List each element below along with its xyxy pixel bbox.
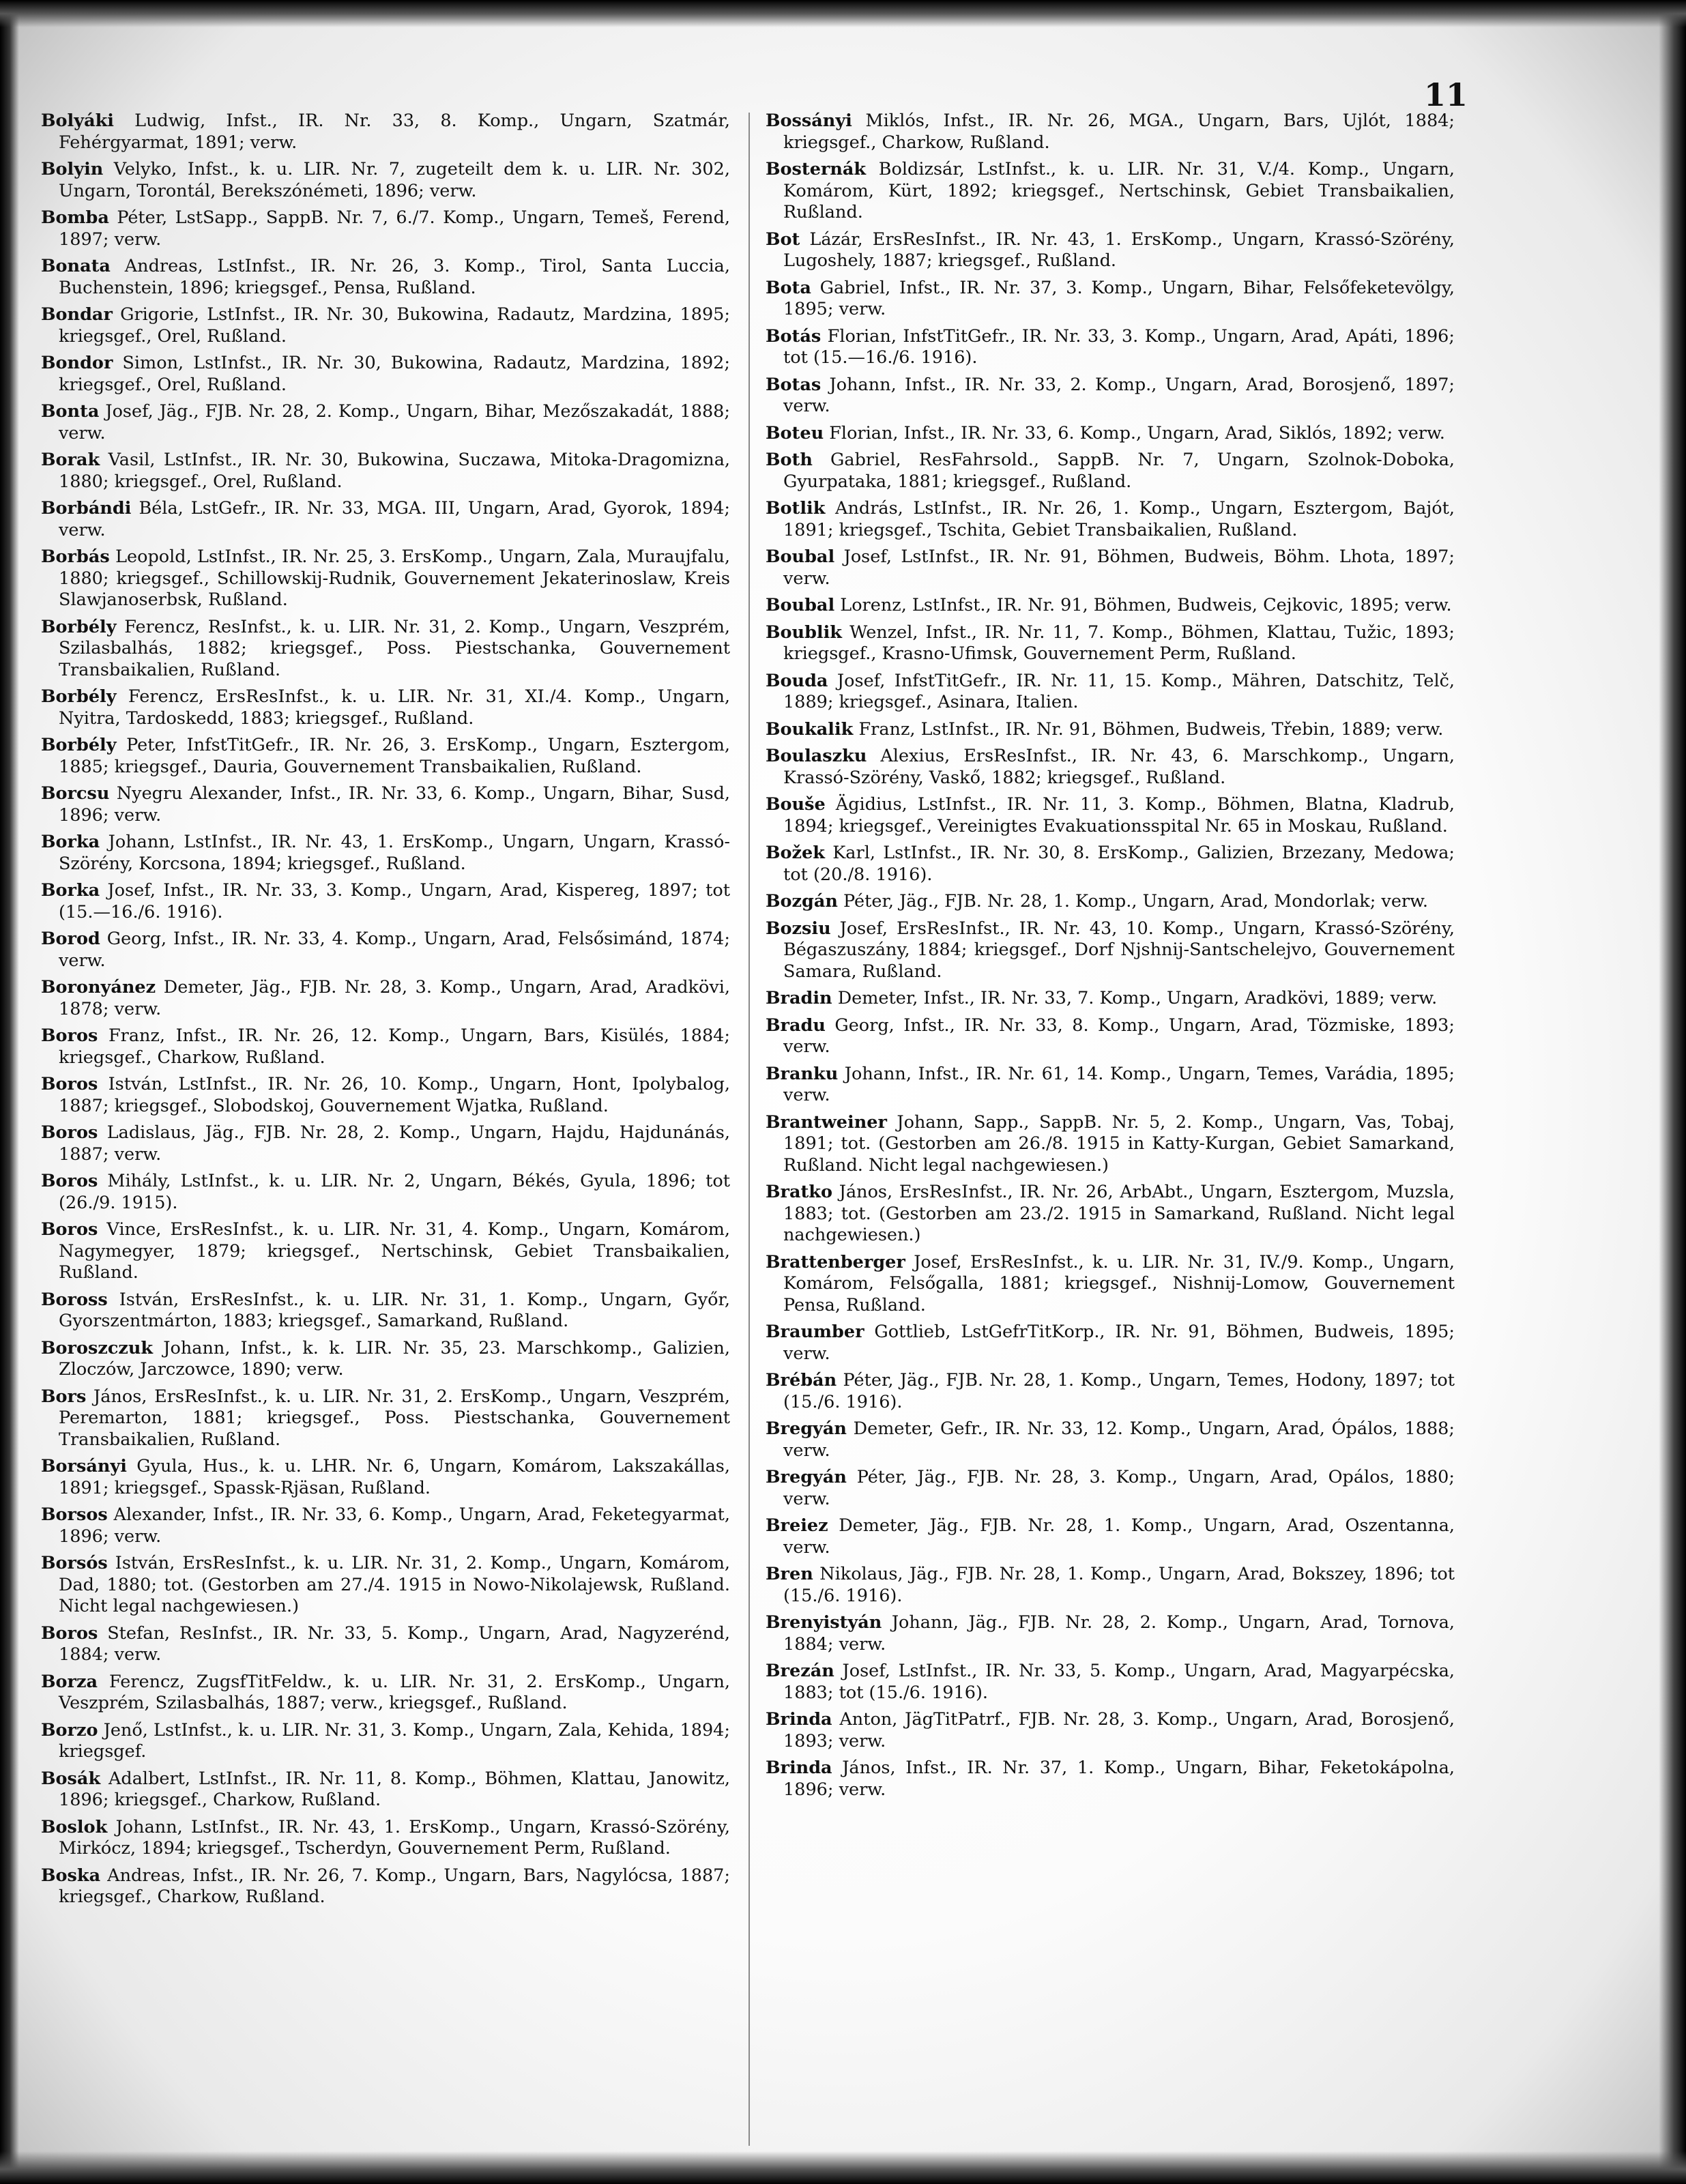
entry-surname: Bonata: [41, 256, 111, 276]
list-entry: [766, 326, 1455, 369]
entry-surname: Borcsu: [41, 783, 110, 804]
entry-surname: Brinda: [766, 1758, 832, 1778]
entry-details: János, ErsResInfst., k. u. LIR. Nr. 31, 2. ErsKomp., Ungarn, Veszprém, Peremarton, 1881; kriegsgef., Poss. Piestschanka, Gouvernement Transbaikalien, Rußland.: [59, 1386, 730, 1450]
entry-surname: Bors: [41, 1386, 87, 1407]
list-entry: [766, 1564, 1455, 1607]
entry-details: Johann, Jäg., FJB. Nr. 28, 2. Komp., Ungarn, Arad, Tornova, 1884; verw.: [783, 1612, 1455, 1655]
entry-surname: Bolyin: [41, 159, 104, 179]
list-entry: [766, 918, 1455, 983]
entry-surname: Bouda: [766, 670, 828, 691]
entry-details: Alexander, Infst., IR. Nr. 33, 6. Komp., Ungarn, Arad, Feketegyarmat, 1896; verw.: [59, 1504, 730, 1547]
list-entry: [41, 617, 730, 682]
entry-details: Gyula, Hus., k. u. LHR. Nr. 6, Ungarn, Komárom, Lakszakállas, 1891; kriegsgef., Spassk-Rjäsan, Rußland.: [59, 1456, 730, 1498]
list-entry: [766, 1182, 1455, 1247]
entry-surname: Bonta: [41, 401, 100, 422]
entry-details: Péter, Jäg., FJB. Nr. 28, 1. Komp., Ungarn, Arad, Mondorlak; verw.: [843, 891, 1429, 912]
list-entry: [41, 1817, 730, 1860]
entry-surname: Boteu: [766, 422, 824, 443]
entry-surname: Boros: [41, 1074, 98, 1094]
entry-details: Johann, Infst., IR. Nr. 61, 14. Komp., Ungarn, Temes, Varádia, 1895; verw.: [783, 1063, 1455, 1105]
entry-details: Ludwig, Infst., IR. Nr. 33, 8. Komp., Ungarn, Szatmár, Fehérgyarmat, 1891; verw.: [59, 111, 731, 153]
entry-details: Jenő, LstInfst., k. u. LIR. Nr. 31, 3. Komp., Ungarn, Zala, Kehida, 1894; kriegsgef.: [59, 1719, 730, 1762]
entry-details: Mihály, LstInfst., k. u. LIR. Nr. 2, Ungarn, Békés, Gyula, 1896; tot (26./9. 1915).: [59, 1171, 731, 1213]
entry-details: Johann, Sapp., SappB. Nr. 5, 2. Komp., Ungarn, Vas, Tobaj, 1891; tot. (Gestorben am 26./8. 1915 in Katty-Kurgan, Gebiet Samarkand, Rußland. Nicht legal nachgewiesen.): [783, 1111, 1455, 1176]
entry-surname: Boubal: [766, 547, 835, 567]
entry-surname: Bota: [766, 277, 811, 298]
entry-surname: Botas: [766, 374, 822, 395]
entry-surname: Bouše: [766, 794, 826, 815]
entry-surname: Borsányi: [41, 1456, 127, 1476]
list-entry: [766, 671, 1455, 714]
list-entry: [41, 1553, 730, 1618]
list-entry: [41, 1171, 730, 1214]
entry-details: Leopold, LstInfst., IR. Nr. 25, 3. ErsKomp., Ungarn, Zala, Muraujfalu, 1880; kriegsgef., Schillowskij-Rudnik, Gouvernement Jekaterinoslaw, Kreis Slawjanoserbsk, Rußland.: [59, 547, 730, 610]
list-entry: [41, 1456, 730, 1499]
entry-details: Nyegru Alexander, Infst., IR. Nr. 33, 6. Komp., Ungarn, Bihar, Susd, 1896; verw.: [59, 783, 730, 826]
list-entry: [41, 1865, 730, 1908]
entry-details: István, ErsResInfst., k. u. LIR. Nr. 31, 2. Komp., Ungarn, Komárom, Dad, 1880; tot. (Gestorben am 27./4. 1915 in Nowo-Nikolajewsk, Rußland. Nicht legal nachgewiesen.): [59, 1553, 730, 1616]
entry-details: János, ErsResInfst., IR. Nr. 26, ArbAbt., Ungarn, Esztergom, Muzsla, 1883; tot. (Gestorben am 23./2. 1915 in Samarkand, Rußland. Nicht legal nachgewiesen.): [783, 1182, 1455, 1245]
entry-surname: Borbély: [41, 735, 117, 755]
entry-surname: Brébán: [766, 1370, 837, 1391]
entry-details: Péter, LstSapp., SappB. Nr. 7, 6./7. Komp., Ungarn, Temeš, Ferend, 1897; verw.: [59, 207, 731, 250]
entry-surname: Breiez: [766, 1515, 828, 1536]
entry-details: András, LstInfst., IR. Nr. 26, 1. Komp., Ungarn, Esztergom, Bajót, 1891; kriegsgef., Tschita, Gebiet Transbaikalien, Rußland.: [783, 498, 1455, 540]
entry-surname: Boros: [41, 1122, 98, 1143]
entry-details: Boldizsár, LstInfst., k. u. LIR. Nr. 31, V./4. Komp., Ungarn, Komárom, Kürt, 1892; kriegsgef., Nertschinsk, Gebiet Transbaikalien, Rußland.: [783, 159, 1455, 222]
list-entry: [766, 1758, 1455, 1801]
entry-details: Josef, Infst., IR. Nr. 33, 3. Komp., Ungarn, Arad, Kispereg, 1897; tot (15.—16./6. 1916).: [59, 880, 730, 922]
entry-surname: Brenyistyán: [766, 1612, 882, 1633]
list-entry: [766, 423, 1455, 445]
entry-details: István, ErsResInfst., k. u. LIR. Nr. 31, 1. Komp., Ungarn, Győr, Gyorszentmárton, 1883; kriegsgef., Samarkand, Rußland.: [59, 1289, 731, 1331]
list-entry: [41, 1338, 730, 1381]
entry-details: Grigorie, LstInfst., IR. Nr. 30, Bukowina, Radautz, Mardzina, 1895; kriegsgef., Orel, Rußland.: [59, 304, 730, 347]
entry-surname: Boronyánez: [41, 977, 156, 998]
entry-details: Lorenz, LstInfst., IR. Nr. 91, Böhmen, Budweis, Cejkovic, 1895; verw.: [840, 595, 1452, 615]
list-entry: [766, 159, 1455, 224]
entry-details: Vasil, LstInfst., IR. Nr. 30, Bukowina, Suczawa, Mitoka-Dragomizna, 1880; kriegsgef., Orel, Rußland.: [59, 450, 730, 492]
entry-details: Florian, InfstTitGefr., IR. Nr. 33, 3. Komp., Ungarn, Arad, Apáti, 1896; tot (15.—16./6. 1916).: [783, 325, 1455, 368]
entry-details: Andreas, Infst., IR. Nr. 26, 7. Komp., Ungarn, Bars, Nagylócsa, 1887; kriegsgef., Charkow, Rußland.: [59, 1865, 730, 1907]
entry-surname: Bregyán: [766, 1418, 847, 1439]
list-entry: [41, 547, 730, 611]
list-entry: [41, 1386, 730, 1451]
entry-surname: Boulaszku: [766, 746, 867, 766]
entry-surname: Bratko: [766, 1182, 832, 1202]
list-entry: [41, 1720, 730, 1763]
list-entry: [41, 111, 730, 154]
entry-surname: Braumber: [766, 1322, 864, 1342]
entry-details: István, LstInfst., IR. Nr. 26, 10. Komp., Ungarn, Hont, Ipolybalog, 1887; kriegsgef., Slobodskoj, Gouvernement Wjatka, Rußland.: [59, 1074, 730, 1116]
entry-surname: Bondor: [41, 353, 113, 373]
entry-surname: Boubal: [766, 595, 835, 615]
list-entry: [41, 929, 730, 972]
list-entry: [766, 595, 1455, 617]
list-entry: [766, 843, 1455, 886]
entry-surname: Boska: [41, 1865, 101, 1886]
list-entry: [41, 783, 730, 826]
entry-surname: Bot: [766, 229, 800, 250]
entry-details: Stefan, ResInfst., IR. Nr. 33, 5. Komp., Ungarn, Arad, Nagyzerénd, 1884; verw.: [59, 1622, 731, 1665]
list-entry: [766, 111, 1455, 154]
entry-details: Alexius, ErsResInfst., IR. Nr. 43, 6. Marschkomp., Ungarn, Krassó-Szörény, Vaskő, 1882; kriegsgef., Rußland.: [783, 746, 1455, 788]
entry-details: Georg, Infst., IR. Nr. 33, 8. Komp., Ungarn, Arad, Tözmiske, 1893; verw.: [783, 1015, 1455, 1057]
entry-details: Péter, Jäg., FJB. Nr. 28, 3. Komp., Ungarn, Arad, Opálos, 1880; verw.: [783, 1467, 1455, 1509]
entry-surname: Bosternák: [766, 159, 867, 179]
entry-surname: Borka: [41, 880, 100, 901]
entry-details: Gottlieb, LstGefrTitKorp., IR. Nr. 91, Böhmen, Budweis, 1895; verw.: [783, 1322, 1455, 1364]
entry-details: Ferencz, ErsResInfst., k. u. LIR. Nr. 31, XI./4. Komp., Ungarn, Nyitra, Tardoskedd, 1883; kriegsgef., Rußland.: [59, 686, 731, 729]
entry-surname: Brattenberger: [766, 1251, 905, 1272]
entry-details: Demeter, Infst., IR. Nr. 33, 7. Komp., Ungarn, Aradkövi, 1889; verw.: [837, 988, 1438, 1008]
list-entry: [766, 1612, 1455, 1655]
list-entry: [766, 891, 1455, 913]
list-entry: [766, 1322, 1455, 1365]
list-entry: [41, 1074, 730, 1117]
entry-details: Josef, LstInfst., IR. Nr. 91, Böhmen, Budweis, Böhm. Lhota, 1897; verw.: [783, 547, 1455, 589]
entry-surname: Boslok: [41, 1816, 108, 1837]
list-entry: [41, 1290, 730, 1333]
list-entry: [766, 375, 1455, 418]
list-entry: [766, 746, 1455, 789]
list-entry: [766, 1661, 1455, 1704]
list-entry: [41, 880, 730, 923]
entry-surname: Borza: [41, 1671, 98, 1692]
list-entry: [41, 304, 730, 347]
entry-details: Ferencz, ZugsfTitFeldw., k. u. LIR. Nr. 31, 2. ErsKomp., Ungarn, Veszprém, Szilasbalhás, 1887; verw., kriegsgef., Rußland.: [59, 1671, 731, 1713]
entry-surname: Bren: [766, 1564, 813, 1584]
entry-details: Péter, Jäg., FJB. Nr. 28, 1. Komp., Ungarn, Temes, Hodony, 1897; tot (15./6. 1916).: [783, 1370, 1455, 1412]
entry-details: Gabriel, ResFahrsold., SappB. Nr. 7, Ungarn, Szolnok-Doboka, Gyurpataka, 1881; kriegsgef., Rußland.: [783, 450, 1455, 492]
entry-surname: Brinda: [766, 1709, 832, 1730]
entry-details: Andreas, LstInfst., IR. Nr. 26, 3. Komp., Tirol, Santa Luccia, Buchenstein, 1896; kriegsgef., Pensa, Rußland.: [59, 256, 730, 298]
entry-surname: Božek: [766, 843, 825, 863]
entry-surname: Borzo: [41, 1719, 98, 1741]
list-entry: [41, 735, 730, 778]
entry-surname: Borbándi: [41, 498, 132, 519]
list-entry: [41, 1672, 730, 1715]
entry-surname: Brezán: [766, 1661, 834, 1681]
entry-details: Anton, JägTitPatrf., FJB. Nr. 28, 3. Komp., Ungarn, Arad, Borosjenő, 1893; verw.: [783, 1709, 1455, 1751]
entry-surname: Bozsiu: [766, 918, 831, 939]
entry-surname: Bradu: [766, 1015, 826, 1036]
entry-surname: Bomba: [41, 207, 109, 228]
entry-details: Gabriel, Infst., IR. Nr. 37, 3. Komp., Ungarn, Bihar, Felsőfeketevölgy, 1895; verw.: [783, 277, 1455, 319]
list-entry: [766, 1418, 1455, 1461]
entry-surname: Borbás: [41, 547, 110, 567]
entry-details: Adalbert, LstInfst., IR. Nr. 11, 8. Komp., Böhmen, Klattau, Janowitz, 1896; kriegsgef., Charkow, Rußland.: [59, 1768, 730, 1810]
entry-details: Johann, Infst., k. k. LIR. Nr. 35, 23. Marschkomp., Galizien, Zloczów, Jarczowce, 1890; verw.: [59, 1337, 730, 1380]
entry-details: Georg, Infst., IR. Nr. 33, 4. Komp., Ungarn, Arad, Felsősimánd, 1874; verw.: [59, 929, 731, 971]
list-entry: [766, 1709, 1455, 1752]
list-entry: [41, 401, 730, 444]
entry-details: Franz, Infst., IR. Nr. 26, 12. Komp., Ungarn, Bars, Kisülés, 1884; kriegsgef., Charkow, Rußland.: [59, 1025, 731, 1068]
entry-surname: Bregyán: [766, 1467, 847, 1487]
list-entry: [41, 1504, 730, 1547]
entry-details: Ladislaus, Jäg., FJB. Nr. 28, 2. Komp., Ungarn, Hajdu, Hajdunánás, 1887; verw.: [59, 1122, 730, 1165]
entry-details: János, Infst., IR. Nr. 37, 1. Komp., Ungarn, Bihar, Feketokápolna, 1896; verw.: [783, 1758, 1455, 1800]
list-entry: [766, 498, 1455, 541]
list-entry: [41, 207, 730, 250]
left-column: [41, 111, 730, 2151]
list-entry: [766, 622, 1455, 665]
entry-surname: Boros: [41, 1622, 98, 1644]
entry-surname: Both: [766, 450, 813, 470]
list-entry: [41, 832, 730, 875]
entry-details: Karl, LstInfst., IR. Nr. 30, 8. ErsKomp., Galizien, Brzezany, Medowa; tot (20./8. 1916).: [783, 843, 1455, 885]
entry-surname: Bozgán: [766, 891, 838, 912]
entry-surname: Borsós: [41, 1553, 108, 1573]
list-entry: [766, 794, 1455, 837]
entry-details: Demeter, Jäg., FJB. Nr. 28, 1. Komp., Ungarn, Arad, Oszentanna, verw.: [783, 1515, 1455, 1558]
entry-surname: Boros: [41, 1219, 98, 1240]
list-entry: [41, 1623, 730, 1666]
entry-details: Josef, Jäg., FJB. Nr. 28, 2. Komp., Ungarn, Bihar, Mezőszakadát, 1888; verw.: [59, 401, 730, 443]
entry-surname: Borbély: [41, 686, 117, 707]
entry-details: Nikolaus, Jäg., FJB. Nr. 28, 1. Komp., Ungarn, Arad, Bokszey, 1896; tot (15./6. 1916).: [783, 1564, 1455, 1606]
scan-edge-right: [1659, 0, 1686, 2184]
right-column: [766, 111, 1455, 2151]
list-entry: [766, 1515, 1455, 1558]
list-entry: [41, 450, 730, 493]
entry-surname: Bosák: [41, 1768, 101, 1789]
entry-surname: Borak: [41, 450, 100, 470]
entry-surname: Boukalik: [766, 718, 854, 740]
list-entry: [766, 1015, 1455, 1058]
entry-details: Florian, Infst., IR. Nr. 33, 6. Komp., Ungarn, Arad, Siklós, 1892; verw.: [829, 422, 1445, 443]
entry-details: Wenzel, Infst., IR. Nr. 11, 7. Komp., Böhmen, Klattau, Tužic, 1893; kriegsgef., Krasno-Ufimsk, Gouvernement Perm, Rußland.: [783, 622, 1455, 664]
list-entry: [41, 1122, 730, 1165]
list-entry: [766, 1112, 1455, 1177]
list-entry: [41, 977, 730, 1020]
page-number: 11: [1423, 76, 1468, 113]
entry-details: Franz, LstInfst., IR. Nr. 91, Böhmen, Budweis, Třebin, 1889; verw.: [858, 718, 1444, 740]
entry-surname: Boroszczuk: [41, 1337, 154, 1358]
entry-details: Johann, LstInfst., IR. Nr. 43, 1. ErsKomp., Ungarn, Krassó-Szörény, Mirkócz, 1894; kriegsgef., Tscherdyn, Gouvernement Perm, Rußland.: [59, 1816, 730, 1859]
entry-surname: Botlik: [766, 498, 826, 519]
entry-details: Simon, LstInfst., IR. Nr. 30, Bukowina, Radautz, Mardzina, 1892; kriegsgef., Orel, Rußland.: [59, 353, 730, 395]
entry-surname: Borsos: [41, 1504, 108, 1525]
entry-details: Josef, ErsResInfst., k. u. LIR. Nr. 31, IV./9. Komp., Ungarn, Komárom, Felsőgalla, 1881; kriegsgef., Nishnij-Lomow, Gouvernement Pensa, Rußland.: [783, 1251, 1455, 1315]
list-entry: [766, 450, 1455, 493]
entry-surname: Boros: [41, 1025, 98, 1046]
entry-details: Miklós, Infst., IR. Nr. 26, MGA., Ungarn, Bars, Ujlót, 1884; kriegsgef., Charkow, Rußland.: [783, 111, 1455, 153]
entry-details: Demeter, Jäg., FJB. Nr. 28, 3. Komp., Ungarn, Arad, Aradkövi, 1878; verw.: [59, 977, 730, 1019]
entry-surname: Brantweiner: [766, 1111, 887, 1133]
entry-surname: Borod: [41, 929, 100, 949]
entry-surname: Borbély: [41, 616, 117, 637]
list-entry: [41, 1025, 730, 1068]
list-entry: [766, 719, 1455, 741]
entry-details: Josef, ErsResInfst., IR. Nr. 43, 10. Komp., Ungarn, Krassó-Szörény, Bégaszuszány, 1884; kriegsgef., Dorf Njshnij-Santschelejvo, Gouvernement Samara, Rußland.: [783, 918, 1455, 982]
list-entry: [766, 278, 1455, 321]
list-entry: [766, 229, 1455, 272]
entry-surname: Borka: [41, 832, 100, 852]
entry-details: Vince, ErsResInfst., k. u. LIR. Nr. 31, 4. Komp., Ungarn, Komárom, Nagymegyer, 1879; kriegsgef., Nertschinsk, Gebiet Transbaikalien, Rußland.: [59, 1219, 731, 1283]
entry-details: Josef, InfstTitGefr., IR. Nr. 11, 15. Komp., Mähren, Datschitz, Telč, 1889; kriegsgef., Asinara, Italien.: [783, 670, 1455, 712]
entry-surname: Branku: [766, 1063, 839, 1084]
entry-details: Béla, LstGefr., IR. Nr. 33, MGA. III, Ungarn, Arad, Gyorok, 1894; verw.: [59, 498, 731, 540]
column-divider: [748, 113, 750, 2146]
scan-edge-left: [0, 0, 19, 2184]
entry-surname: Boublik: [766, 622, 842, 643]
list-entry: [766, 1370, 1455, 1413]
list-entry: [41, 686, 730, 729]
scan-edge-bottom: [0, 2151, 1686, 2184]
list-entry: [766, 1064, 1455, 1107]
entry-details: Velyko, Infst., k. u. LIR. Nr. 7, zugeteilt dem k. u. LIR. Nr. 302, Ungarn, Torontál, Berekszónémeti, 1896; verw.: [59, 159, 730, 201]
entry-surname: Bolyáki: [41, 111, 114, 131]
list-entry: [766, 1467, 1455, 1510]
entry-surname: Bondar: [41, 304, 113, 325]
entry-details: Demeter, Gefr., IR. Nr. 33, 12. Komp., Ungarn, Arad, Ópálos, 1888; verw.: [783, 1418, 1455, 1461]
entry-surname: Boross: [41, 1289, 108, 1310]
entry-details: Ferencz, ResInfst., k. u. LIR. Nr. 31, 2. Komp., Ungarn, Veszprém, Szilasbalhás, 1882; kriegsgef., Poss. Piestschanka, Gouvernement Transbaikalien, Rußland.: [59, 616, 731, 680]
list-entry: [41, 353, 730, 396]
list-entry: [41, 1768, 730, 1811]
list-entry: [41, 498, 730, 541]
list-entry: [766, 988, 1455, 1010]
list-entry: [41, 159, 730, 202]
entry-details: Josef, LstInfst., IR. Nr. 33, 5. Komp., Ungarn, Arad, Magyarpécska, 1883; tot (15./6. 1916).: [783, 1661, 1455, 1703]
list-entry: [41, 256, 730, 299]
entry-details: Johann, Infst., IR. Nr. 33, 2. Komp., Ungarn, Arad, Borosjenő, 1897; verw.: [783, 374, 1455, 416]
scan-edge-top: [0, 0, 1686, 27]
list-entry: [766, 1252, 1455, 1317]
list-entry: [41, 1219, 730, 1284]
entry-surname: Bossányi: [766, 111, 852, 131]
entry-details: Ägidius, LstInfst., IR. Nr. 11, 3. Komp., Böhmen, Blatna, Kladrub, 1894; kriegsgef., Vereinigtes Evakuationsspital Nr. 65 in Moskau, Rußland.: [783, 794, 1455, 836]
list-entry: [766, 547, 1455, 589]
entry-surname: Boros: [41, 1171, 98, 1191]
entry-details: Johann, LstInfst., IR. Nr. 43, 1. ErsKomp., Ungarn, Ungarn, Krassó-Szörény, Korcsona, 1894; kriegsgef., Rußland.: [59, 832, 730, 874]
entry-surname: Botás: [766, 325, 822, 347]
entry-details: Peter, InfstTitGefr., IR. Nr. 26, 3. ErsKomp., Ungarn, Esztergom, 1885; kriegsgef., Dauria, Gouvernement Transbaikalien, Rußland.: [59, 735, 730, 777]
entry-details: Lázár, ErsResInfst., IR. Nr. 43, 1. ErsKomp., Ungarn, Krassó-Szörény, Lugoshely, 1887; kriegsgef., Rußland.: [783, 229, 1455, 271]
entry-surname: Bradin: [766, 988, 832, 1008]
